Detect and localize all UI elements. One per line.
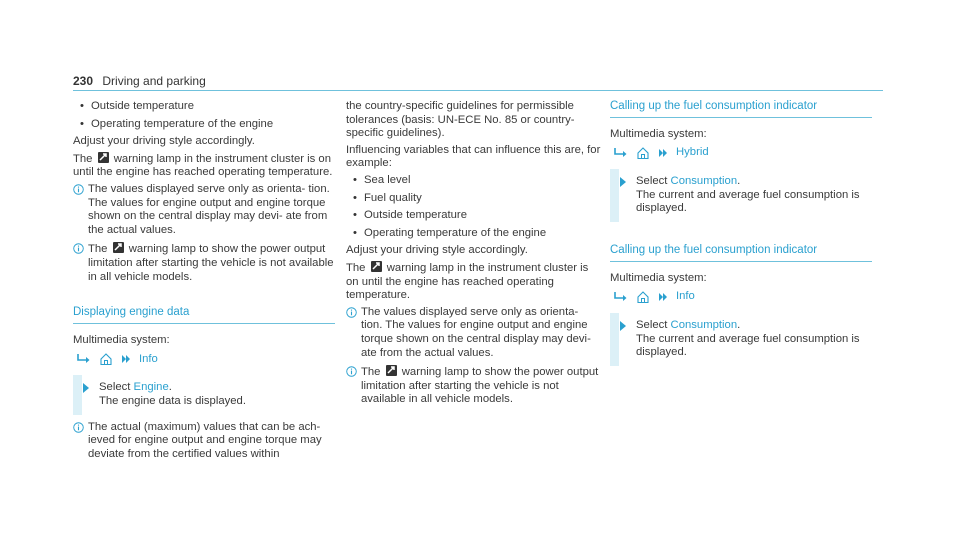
intro-text: the country-specific guidelines for permissible tolerances (basis: UN-ECE No. 85 or country- specific guidelines).: [346, 100, 575, 140]
double-chevron-icon: [658, 148, 668, 158]
instruction-step: Select Consumption. The current and average fuel consumption is displayed.: [610, 313, 872, 366]
arrow-icon: [614, 291, 628, 303]
list-item: • Sea level: [346, 174, 602, 188]
menu-item-hybrid[interactable]: Hybrid: [676, 146, 709, 159]
warning-lamp-icon: [371, 261, 382, 272]
info-note: The actual (maximum) values that can be ach- ieved for engine output and engine torque may deviate from the certified values within: [73, 421, 335, 462]
list-item: • Operating temperature of the engine: [73, 118, 335, 132]
home-icon[interactable]: [99, 352, 113, 366]
column-2: [346, 100, 602, 412]
menu-path: [610, 145, 872, 161]
step-arrow-icon: [83, 383, 89, 393]
path-label: Multimedia system:: [610, 271, 707, 284]
info-icon: [346, 366, 357, 377]
warning-lamp-icon: [113, 242, 124, 253]
step-bar: [610, 169, 619, 222]
consumption-link[interactable]: Consumption: [670, 175, 738, 188]
page-header: [73, 74, 206, 88]
step-bar: [73, 375, 82, 414]
header-rule: [73, 90, 883, 91]
step-arrow-icon: [620, 321, 626, 331]
section-title: Driving and parking: [102, 74, 206, 88]
section-heading: Displaying engine data: [73, 306, 335, 324]
home-icon[interactable]: [636, 290, 650, 304]
home-icon[interactable]: [636, 146, 650, 160]
section-heading: Calling up the fuel consumption indicator: [610, 100, 872, 118]
warning-lamp-icon: [98, 152, 109, 163]
arrow-icon: [77, 353, 91, 365]
warning-lamp-icon: [386, 365, 397, 376]
instruction-step: Select Engine. The engine data is displayed.: [73, 375, 335, 414]
menu-item-info[interactable]: Info: [139, 352, 158, 365]
info-note: The warning lamp to show the power output limitation after starting the vehicle is not available in all vehicle models.: [73, 242, 335, 284]
path-label: Multimedia system:: [610, 127, 707, 140]
info-icon: [73, 184, 84, 195]
info-note: The warning lamp to show the power output limitation after starting the vehicle is not available in all vehicle models.: [346, 365, 602, 407]
info-note: The values displayed serve only as orienta- tion. The values for engine output and engine torque shown on the central display may devi- ate from the actual values.: [346, 306, 602, 360]
step-bar: [610, 313, 619, 366]
engine-link[interactable]: Engine: [133, 381, 169, 394]
list-item: • Outside temperature: [73, 100, 335, 114]
page-number: 230: [73, 74, 94, 88]
influence-text: Influencing variables that can influence this are, for example:: [346, 143, 601, 170]
info-note: The values displayed serve only as orienta- tion. The values for engine output and engine torque shown on the central display may devi- ate from the actual values.: [73, 183, 335, 237]
info-icon: [73, 422, 84, 433]
section-heading: Calling up the fuel consumption indicator: [610, 244, 872, 262]
info-icon: [73, 243, 84, 254]
consumption-link[interactable]: Consumption: [670, 319, 738, 332]
column-1: [73, 100, 335, 466]
step-result: The engine data is displayed.: [99, 394, 246, 407]
double-chevron-icon: [121, 354, 131, 364]
adjust-text: Adjust your driving style accordingly.: [346, 244, 528, 257]
path-label: Multimedia system:: [73, 333, 170, 346]
step-result: The current and average fuel consumption is displayed.: [636, 188, 860, 215]
menu-path: [610, 289, 872, 305]
menu-path: [73, 351, 335, 367]
list-item: • Operating temperature of the engine: [346, 227, 602, 241]
double-chevron-icon: [658, 292, 668, 302]
list-item: • Outside temperature: [346, 209, 602, 223]
step-result: The current and average fuel consumption is displayed.: [636, 332, 860, 359]
list-item: • Fuel quality: [346, 192, 602, 206]
arrow-icon: [614, 147, 628, 159]
adjust-text: Adjust your driving style accordingly.: [73, 135, 255, 148]
lamp-paragraph: The warning lamp in the instrument cluster is on until the engine has reached operating temperature.: [346, 261, 589, 302]
column-3: [610, 100, 872, 372]
info-icon: [346, 307, 357, 318]
step-arrow-icon: [620, 177, 626, 187]
instruction-step: Select Consumption. The current and average fuel consumption is displayed.: [610, 169, 872, 222]
lamp-paragraph: The warning lamp in the instrument cluster is on until the engine has reached operating temperature.: [73, 152, 333, 179]
menu-item-info[interactable]: Info: [676, 290, 695, 303]
